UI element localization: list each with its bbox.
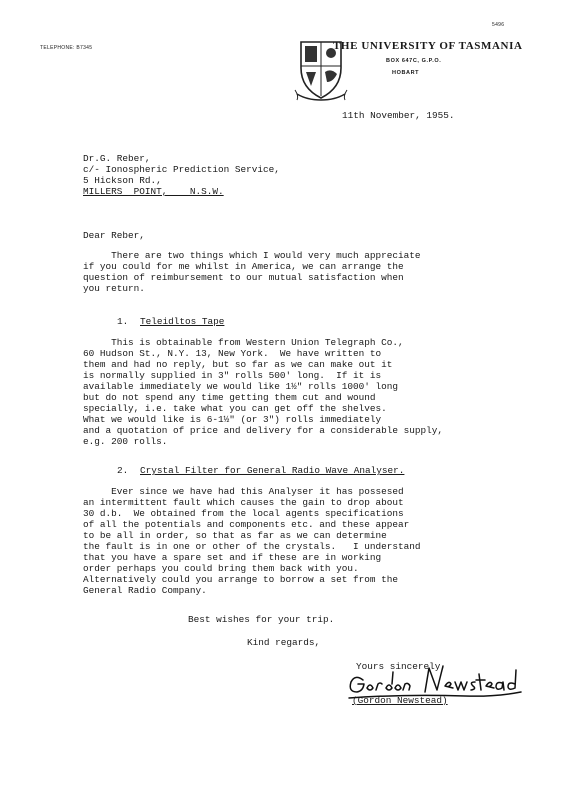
section-2-line: an intermittent fault which causes the gain to drop about <box>83 497 404 508</box>
section-2-line: order perhaps you could bring them back with you. <box>83 563 359 574</box>
intro-line: There are two things which I would very much appreciate <box>83 250 421 261</box>
section-2-line: 30 d.b. We obtained from the local agents specifications <box>83 508 404 519</box>
letter-date: 11th November, 1955. <box>342 110 455 121</box>
intro-line: you return. <box>83 283 145 294</box>
section-2-line: General Radio Company. <box>83 585 207 596</box>
recipient-line-1: Dr.G. Reber, <box>83 153 151 164</box>
section-2-line: Alternatively could you arrange to borrow a set from the <box>83 574 399 585</box>
typed-signature-name: (Gordon Newstead) <box>352 695 448 706</box>
section-2-title: Crystal Filter for General Radio Wave Analyser. <box>140 465 405 476</box>
intro-line: if you could for me whilst in America, we can arrange the <box>83 261 404 272</box>
section-1-line: available immediately we would like 1½" rolls 1000' long <box>83 381 399 392</box>
section-1-line: e.g. 200 rolls. <box>83 436 168 447</box>
recipient-line-4: MILLERS POINT, N.S.W. <box>83 186 224 197</box>
section-1-line: This is obtainable from Western Union Telegraph Co., <box>83 337 404 348</box>
section-1-line: What we would like is 6-1½" (or 3") rolls immediately <box>83 414 382 425</box>
best-wishes: Best wishes for your trip. <box>188 614 335 625</box>
corner-mark: 5496 <box>492 22 505 28</box>
intro-line: question of reimbursement to our mutual satisfaction when <box>83 272 404 283</box>
section-2-line: that you have a spare set and if these are in working <box>83 552 382 563</box>
closing-phrase: Yours sincerely, <box>356 661 447 672</box>
section-1-line: specially, i.e. take what you can get off the shelves. <box>83 403 387 414</box>
section-1-number: 1. <box>117 316 129 327</box>
section-1-line: 60 Hudson St., N.Y. 13, New York. We have written to <box>83 348 382 359</box>
university-city: HOBART <box>392 70 420 76</box>
university-crest-icon <box>255 20 311 86</box>
section-2-line: Ever since we have had this Analyser it has possesed <box>83 486 404 497</box>
section-1-line: and a quotation of price and delivery for a considerable supply, <box>83 425 444 436</box>
telephone-number: TELEPHONE: B7345 <box>40 45 93 51</box>
section-1-line: them and had no reply, but so far as we can make out it <box>83 359 393 370</box>
section-1-line: but do not spend any time getting them cut and wound <box>83 392 376 403</box>
section-2-line: the fault is in one or other of the crystals. I understand <box>83 541 421 552</box>
section-2-line: to be all in order, so that as far as we can determine <box>83 530 387 541</box>
university-name: THE UNIVERSITY OF TASMANIA <box>333 40 523 52</box>
section-2-line: of all the potentials and components etc. and these appear <box>83 519 410 530</box>
kind-regards: Kind regards, <box>247 637 321 648</box>
section-1-title: Teleidltos Tape <box>140 316 225 327</box>
section-1-line: is normally supplied in 3" rolls 500' long. If it is <box>83 370 382 381</box>
salutation: Dear Reber, <box>83 230 145 241</box>
recipient-line-3: 5 Hickson Rd., <box>83 175 162 186</box>
recipient-line-2: c/- Ionospheric Prediction Service, <box>83 164 280 175</box>
university-box: BOX 647C, G.P.O. <box>386 58 442 64</box>
section-2-number: 2. <box>117 465 129 476</box>
